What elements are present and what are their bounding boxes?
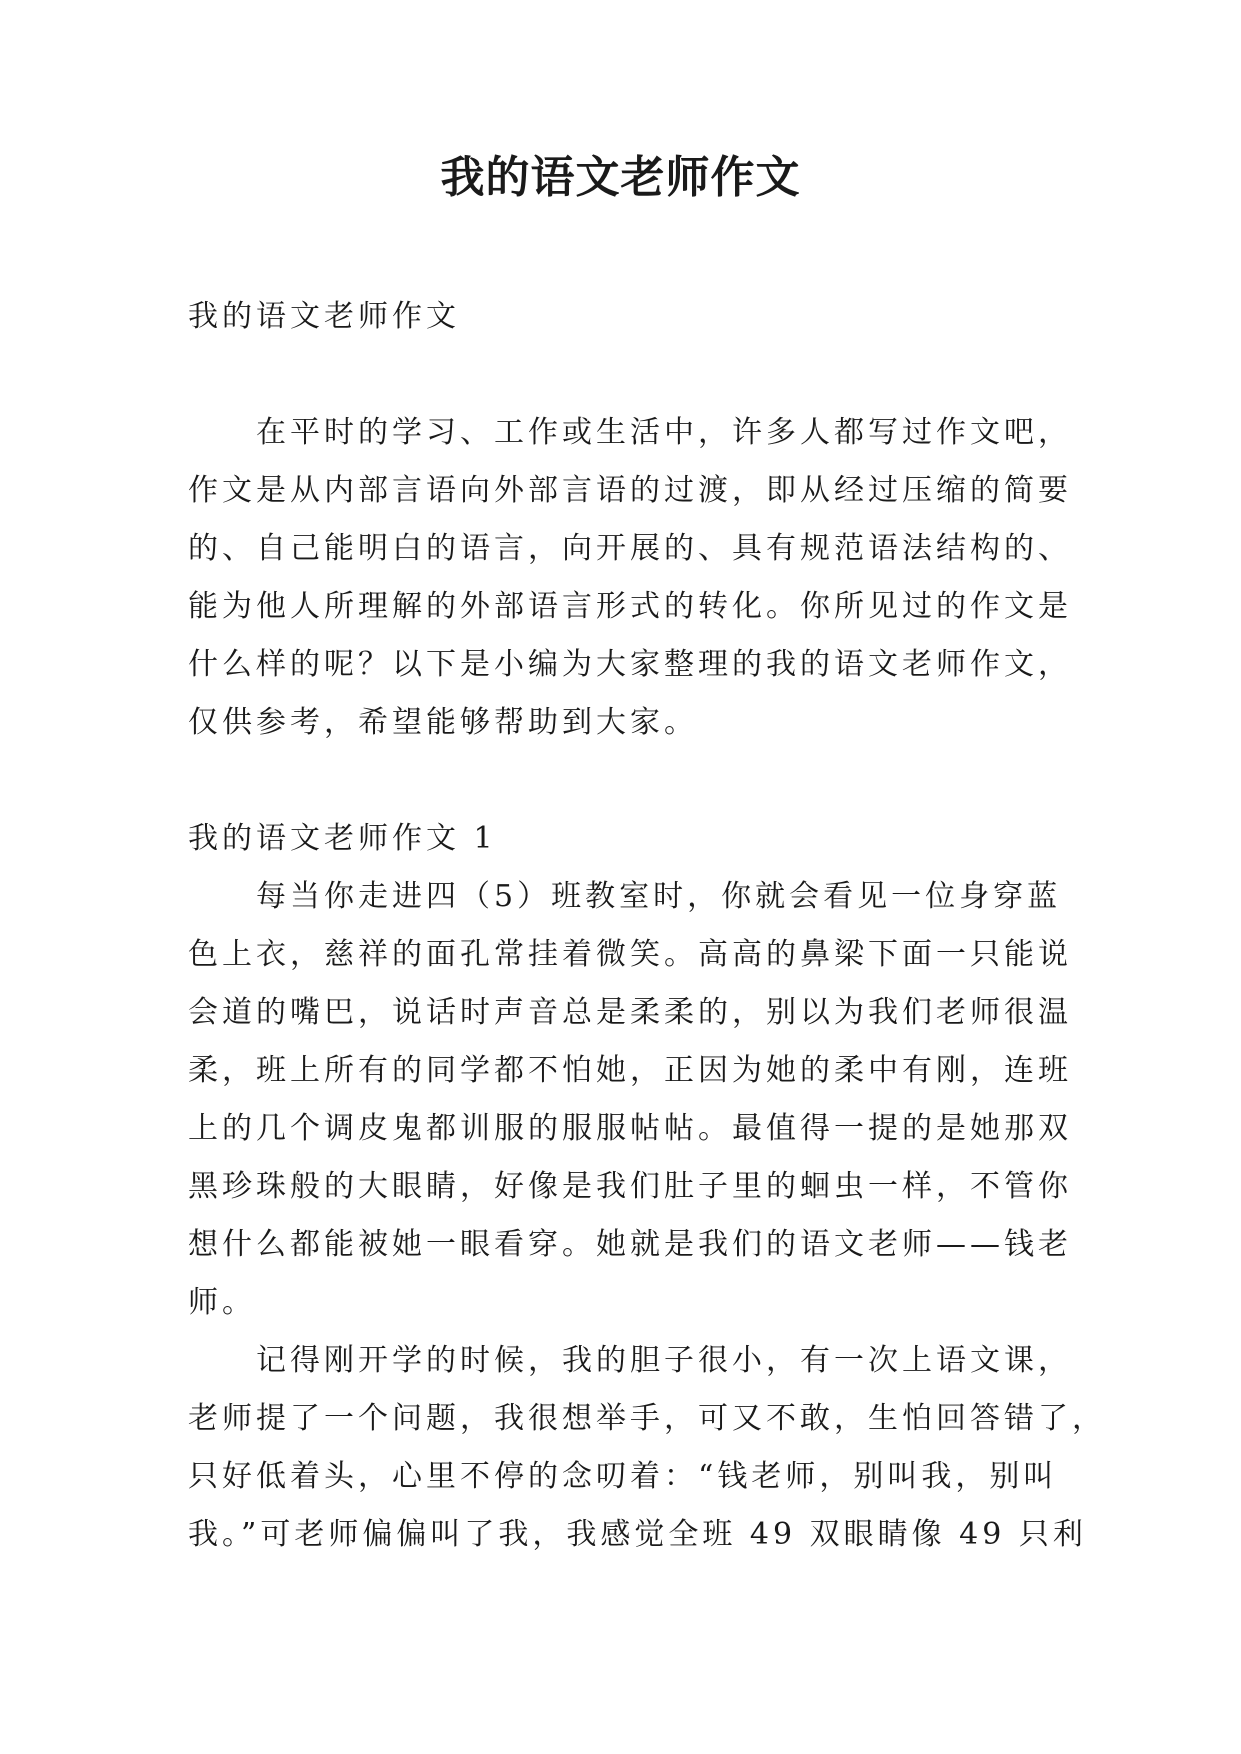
document-body	[188, 288, 1106, 1564]
intro-paragraph	[188, 404, 1072, 752]
paragraph-line: 色上衣，慈祥的面孔常挂着微笑。高高的鼻梁下面一只能说	[188, 937, 1072, 972]
intro-line: 仅供参考，希望能够帮助到大家。	[188, 705, 698, 740]
paragraph-line: 会道的嘴巴，说话时声音总是柔柔的，别以为我们老师很温	[188, 995, 1072, 1030]
spacer	[188, 752, 1058, 810]
document-title: 我的语文老师作文	[440, 152, 801, 203]
paragraph-2	[188, 1332, 1106, 1564]
paragraph-line: 只好低着头，心里不停的念叨着：“钱老师，别叫我，别叫	[188, 1459, 1058, 1494]
paragraph-line: 上的几个调皮鬼都训服的服服帖帖。最值得一提的是她那双	[188, 1111, 1072, 1146]
intro-line: 作文是从内部言语向外部言语的过渡，即从经过压缩的简要	[188, 473, 1072, 508]
paragraph-line: 想什么都能被她一眼看穿。她就是我们的语文老师——钱老	[188, 1227, 1072, 1262]
paragraph-line: 柔，班上所有的同学都不怕她，正因为她的柔中有刚，连班	[188, 1053, 1072, 1088]
intro-line: 的、自己能明白的语言，向开展的、具有规范语法结构的、	[188, 531, 1072, 566]
paragraph-1	[188, 868, 1072, 1332]
paragraph-line: 每当你走进四（5）班教室时，你就会看见一位身穿蓝	[256, 879, 1062, 914]
intro-line: 什么样的呢？以下是小编为大家整理的我的语文老师作文，	[188, 647, 1072, 682]
spacer	[188, 346, 1058, 404]
document-subtitle: 我的语文老师作文	[188, 299, 460, 334]
paragraph-line: 黑珍珠般的大眼睛，好像是我们肚子里的蛔虫一样，不管你	[188, 1169, 1072, 1204]
intro-line: 在平时的学习、工作或生活中，许多人都写过作文吧，	[256, 415, 1072, 450]
paragraph-line: 师。	[188, 1285, 256, 1320]
paragraph-line: 老师提了一个问题，我很想举手，可又不敢，生怕回答错了，	[188, 1401, 1106, 1436]
section-heading: 我的语文老师作文 1	[188, 821, 497, 856]
intro-line: 能为他人所理解的外部语言形式的转化。你所见过的作文是	[188, 589, 1072, 624]
paragraph-line: 记得刚开学的时候，我的胆子很小，有一次上语文课，	[256, 1343, 1072, 1378]
paragraph-line: 我。”可老师偏偏叫了我，我感觉全班 49 双眼睛像 49 只利	[188, 1517, 1087, 1552]
